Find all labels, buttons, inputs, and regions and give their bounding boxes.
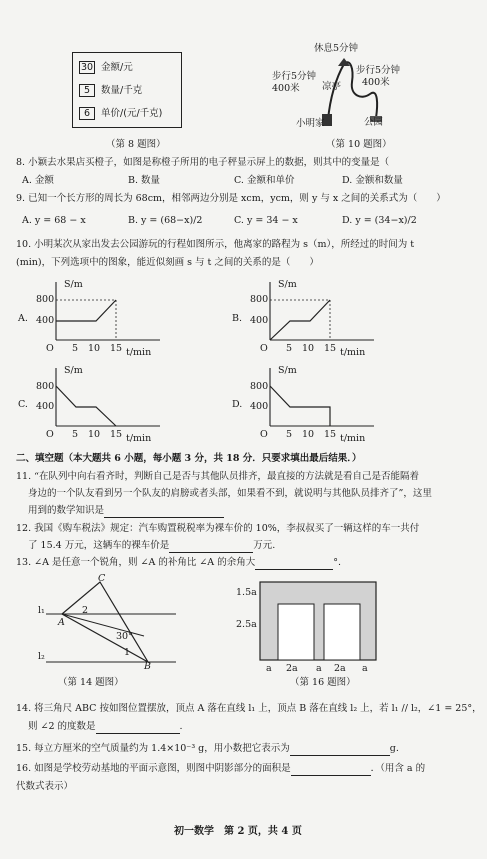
fig10-pavilion: 凉亭 <box>322 81 342 92</box>
q13-stem: 13. ∠A 是任意一个锐角，则 ∠A 的补角比 ∠A 的余角大 <box>16 557 256 568</box>
graph-a-ytick-800: 800 <box>36 294 55 305</box>
fig14-angle-2: 2 <box>82 605 89 616</box>
q16-answer-blank[interactable] <box>291 762 371 776</box>
graph-a-ylabel: S/m <box>64 279 83 290</box>
fig14-angle-30: 30° <box>116 631 133 642</box>
q16-end: ．（用含 a 的 <box>370 763 426 774</box>
q11-line2: 身边的一个队友看到另一个队友的肩膀或者头部，如果看不到，就说明与其他队员排齐了”，这里 <box>28 488 432 499</box>
q12-line2 <box>28 539 275 553</box>
graph-a-xtick-15: 15 <box>110 343 123 354</box>
q16-line2: 代数式表示） <box>16 781 74 792</box>
q8-option-a[interactable]: A. 金额 <box>22 175 54 186</box>
graph-a-xtick-5: 5 <box>72 343 79 354</box>
q8-option-d[interactable]: D. 金额和数量 <box>342 175 403 186</box>
fig10-home: 小明家 <box>296 118 325 129</box>
graph-a-origin: O <box>46 343 54 354</box>
graph-b-xtick-10: 10 <box>302 343 315 354</box>
fig10-caption: （第 10 题图） <box>326 139 392 150</box>
graph-b-ylabel: S/m <box>278 279 297 290</box>
fig8-row-3 <box>79 105 162 120</box>
q8-option-b[interactable]: B. 数量 <box>128 175 161 186</box>
fig10-rest: 休息5分钟 <box>314 43 359 54</box>
page-footer: 初一数学 第 2 页，共 4 页 <box>174 826 302 837</box>
q14-answer-blank[interactable] <box>96 720 180 734</box>
q16-line1 <box>16 762 425 776</box>
q15-answer-blank[interactable] <box>290 742 390 756</box>
q12-unit: 万元. <box>253 540 276 551</box>
q11-line1: 11. “在队列中向右看齐时，判断自己是否与其他队员排齐，最直接的方法就是看自己是否能隔着 <box>16 471 419 482</box>
fig8-label: 金额/元 <box>101 62 133 73</box>
graph-d-xlabel: t/min <box>340 433 366 444</box>
fig16-h2: 2.5a <box>236 619 257 630</box>
fig8-scale-display <box>72 52 182 128</box>
fig16-w5: a <box>362 663 368 674</box>
q10-option-d[interactable]: D. <box>232 399 243 410</box>
fig16-w1: a <box>266 663 272 674</box>
q8-stem: 8. 小颖去水果店买橙子，如图是称橙子所用的电子秤显示屏上的数据，则其中的变量是（ <box>16 157 390 168</box>
q13-end: °. <box>333 557 341 568</box>
fig14-point-c: C <box>98 573 106 584</box>
section2-heading: 二、填空题（本大题共 6 小题，每小题 3 分，共 18 分．只要求填出最后结果．） <box>16 453 362 464</box>
graph-c-ytick-800: 800 <box>36 381 55 392</box>
q15-text: 15. 每立方厘米的空气质量约为 1.4×10⁻³ g，用小数把它表示为 <box>16 743 290 754</box>
graph-b-xtick-5: 5 <box>286 343 293 354</box>
graph-d-xtick-5: 5 <box>286 429 293 440</box>
fig14-point-b: B <box>144 661 151 672</box>
graph-d-origin: O <box>260 429 268 440</box>
fig8-value: 30 <box>80 62 94 73</box>
q13-answer-blank[interactable] <box>255 556 333 570</box>
fig8-value: 5 <box>79 84 95 97</box>
graph-b-xlabel: t/min <box>340 347 366 358</box>
q10-line1: 10. 小明某次从家出发去公园游玩的行程如图所示，他离家的路程为 s（m），所经过的时间为 t <box>16 239 415 250</box>
q10-option-b[interactable]: B. <box>232 313 243 324</box>
fig14-l2: l₂ <box>38 651 45 662</box>
q12-line1: 12. 我国《购车税法》规定：汽车购置税税率为裸车价的 10%，李叔叔买了一辆这样的车一共付 <box>16 523 420 534</box>
graph-c-xtick-15: 15 <box>110 429 123 440</box>
q11-line3 <box>28 504 224 518</box>
fig16-w2: 2a <box>286 663 298 674</box>
fig8-row-2 <box>79 82 142 97</box>
graph-d-ytick-400: 400 <box>250 401 269 412</box>
fig14-point-a: A <box>58 617 65 628</box>
fig10-dist-right: 400米 <box>362 77 390 88</box>
q12-answer-blank[interactable] <box>169 539 253 553</box>
q14-line2-text: 则 ∠2 的度数是 <box>28 721 96 732</box>
q10-option-a[interactable]: A. <box>18 313 28 324</box>
fig10-walk-left: 步行5分钟 <box>272 71 317 82</box>
fig8-label: 单价/(元/千克) <box>101 108 163 119</box>
fig10-walk-right: 步行5分钟 <box>356 65 401 76</box>
q13-line <box>16 556 341 570</box>
fig16-w3: a <box>316 663 322 674</box>
graph-b-ytick-800: 800 <box>250 294 269 305</box>
fig8-label: 数量/千克 <box>101 85 143 96</box>
fig8-row-1 <box>79 59 133 74</box>
graph-c-ylabel: S/m <box>64 365 83 376</box>
graph-d-ylabel: S/m <box>278 365 297 376</box>
fig16-h1: 1.5a <box>236 587 257 598</box>
fig8-caption: （第 8 题图） <box>106 139 166 150</box>
q9-stem: 9. 已知一个长方形的周长为 68cm，相邻两边分别是 xcm，ycm，则 y 与 x 之间的关系式为（ ） <box>16 193 446 204</box>
q10-option-c[interactable]: C. <box>18 399 28 410</box>
q11-line3-text: 用到的数学知识是 <box>28 505 105 516</box>
fig10-park: 公园 <box>364 117 384 128</box>
graph-d-xtick-10: 10 <box>302 429 315 440</box>
q9-option-c[interactable]: C. y = 34 − x <box>234 215 298 226</box>
q8-option-c[interactable]: C. 金额和单价 <box>234 175 295 186</box>
graph-c-ytick-400: 400 <box>36 401 55 412</box>
graph-c-xlabel: t/min <box>126 433 152 444</box>
graph-c-origin: O <box>46 429 54 440</box>
fig16-w4: 2a <box>334 663 346 674</box>
graph-a-ytick-400: 400 <box>36 315 55 326</box>
fig14-caption: （第 14 题图） <box>58 677 124 688</box>
q11-answer-blank[interactable] <box>104 504 224 518</box>
fig8-value: 6 <box>79 107 95 120</box>
q9-option-a[interactable]: A. y = 68 − x <box>22 215 86 226</box>
fig16-caption: （第 16 题图） <box>290 677 356 688</box>
q14-line2 <box>28 720 183 734</box>
fig10-dist-left: 400米 <box>272 83 300 94</box>
graph-d-ytick-800: 800 <box>250 381 269 392</box>
q16-line1-text: 16. 如图是学校劳动基地的平面示意图，则图中阴影部分的面积是 <box>16 763 291 774</box>
graph-a-xtick-10: 10 <box>88 343 101 354</box>
graph-b-xtick-15: 15 <box>324 343 337 354</box>
graph-c-xtick-5: 5 <box>72 429 79 440</box>
q12-line2-text: 了 15.4 万元，这辆车的裸车价是 <box>28 540 170 551</box>
q14-line1: 14. 将三角尺 ABC 按如图位置摆放，顶点 A 落在直线 l₁ 上，顶点 B 落在直线 l₂ 上，若 l₁ // l₂，∠1 = 25°， <box>16 703 482 714</box>
q15-end: g. <box>389 743 399 754</box>
graph-b-ytick-400: 400 <box>250 315 269 326</box>
fig14-l1: l₁ <box>38 605 45 616</box>
graph-d-xtick-15: 15 <box>324 429 337 440</box>
q9-option-d[interactable]: D. y = (34−x)/2 <box>342 215 417 226</box>
graph-b-origin: O <box>260 343 268 354</box>
q14-end: . <box>179 721 183 732</box>
graph-c-xtick-10: 10 <box>88 429 101 440</box>
q15-line <box>16 742 399 756</box>
q10-line2: (min)，下列选项中的图象，能近似刻画 s 与 t 之间的关系的是（ ） <box>16 257 319 268</box>
fig14-angle-1: 1 <box>124 647 131 658</box>
q9-option-b[interactable]: B. y = (68−x)/2 <box>128 215 203 226</box>
graph-a-xlabel: t/min <box>126 347 152 358</box>
